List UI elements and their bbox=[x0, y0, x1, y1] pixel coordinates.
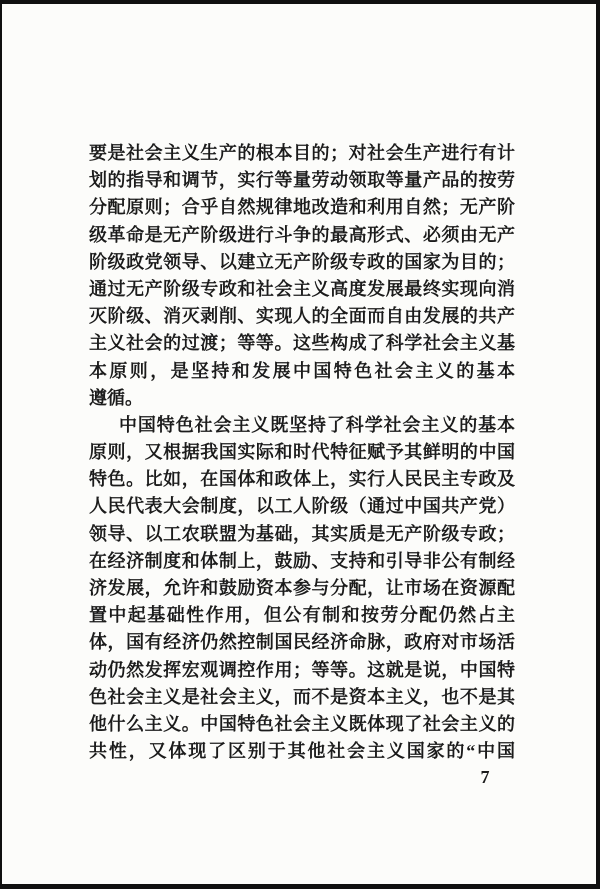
text-line: 划的指导和调节，实行等量劳动领取等量产品的按劳 bbox=[89, 170, 515, 191]
text-line: 济发展，允许和鼓励资本参与分配，让市场在资源配 bbox=[89, 578, 515, 598]
text-line: 体，国有经济仍然控制国民经济命脉，政府对市场活 bbox=[89, 632, 515, 653]
text-line: 共性，又体现了区别于其他社会主义国家的“中国 bbox=[89, 741, 515, 762]
book-page bbox=[2, 4, 596, 884]
paragraph bbox=[89, 412, 515, 765]
text-line: 特色。比如，在国体和政体上，实行人民民主专政及 bbox=[89, 469, 515, 490]
body-text bbox=[89, 140, 515, 765]
text-line: 他什么主义。中国特色社会主义既体现了社会主义的 bbox=[89, 713, 515, 734]
text-line: 在经济制度和体制上，鼓励、支持和引导非公有制经 bbox=[89, 550, 515, 571]
text-line: 通过无产阶级专政和社会主义高度发展最终实现向消 bbox=[89, 278, 515, 299]
text-line: 本原则，是坚持和发展中国特色社会主义的基本 bbox=[89, 360, 515, 381]
text-line: 人民代表大会制度，以工人阶级（通过中国共产党） bbox=[89, 496, 515, 517]
text-line: 原则，又根据我国实际和时代特征赋予其鲜明的中国 bbox=[89, 442, 515, 463]
text-line: 领导、以工农联盟为基础，其实质是无产阶级专政； bbox=[89, 523, 515, 544]
page-number: 7 bbox=[480, 767, 490, 787]
text-line: 置中起基础性作用，但公有制和按劳分配仍然占主 bbox=[89, 605, 515, 626]
text-line: 遵循。 bbox=[89, 387, 143, 408]
text-line: 分配原则；合乎自然规律地改造和利用自然；无产阶 bbox=[89, 197, 515, 218]
text-line: 色社会主义是社会主义，而不是资本主义，也不是其 bbox=[89, 686, 515, 707]
text-line: 动仍然发挥宏观调控作用；等等。这就是说，中国特 bbox=[89, 659, 515, 680]
text-line: 灭阶级、消灭剥削、实现人的全面而自由发展的共产 bbox=[89, 306, 515, 327]
text-line: 主义社会的过渡；等等。这些构成了科学社会主义基 bbox=[89, 333, 515, 354]
text-line: 中国特色社会主义既坚持了科学社会主义的基本 bbox=[119, 414, 515, 435]
text-line: 阶级政党领导、以建立无产阶级专政的国家为目的； bbox=[89, 251, 515, 272]
text-line: 级革命是无产阶级进行斗争的最高形式、必须由无产 bbox=[89, 224, 515, 245]
text-line: 要是社会主义生产的根本目的；对社会生产进行有计 bbox=[89, 143, 515, 163]
paragraph bbox=[89, 140, 515, 412]
